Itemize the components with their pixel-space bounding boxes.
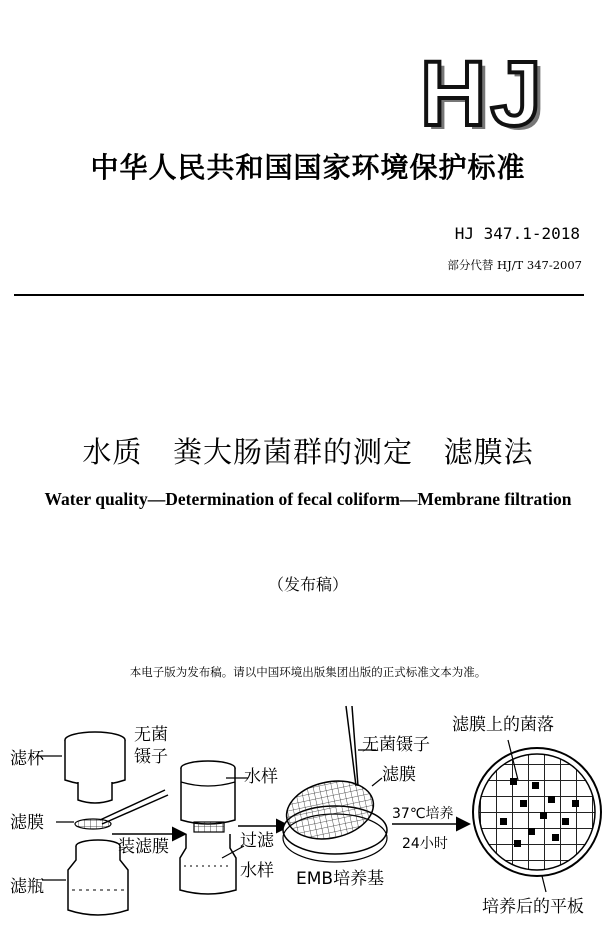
- label-duration: 24小时: [402, 836, 448, 852]
- hj-logo: HJ: [420, 43, 546, 145]
- label-filtered-line2: 水样: [240, 861, 274, 881]
- label-sterile-line2: 镊子: [134, 747, 168, 767]
- release-label: （发布稿）: [267, 575, 348, 594]
- membrane-filtration-diagram: [0, 700, 616, 936]
- culture-plate-drawing: [473, 748, 601, 876]
- replaces-note: 部分代替 HJ/T 347-2007: [447, 258, 582, 272]
- leader-line: [372, 778, 382, 786]
- filter-assembly-drawing: [180, 761, 236, 894]
- leader-line: [542, 876, 546, 892]
- label-filter-cup: 滤杯: [10, 749, 44, 769]
- petri-dish-drawing: [281, 773, 387, 862]
- standard-number: HJ 347.1-2018: [454, 224, 580, 243]
- membrane-disc-drawing: [75, 819, 111, 829]
- document-title-english: Water quality—Determination of fecal coliform—Membrane filtration: [44, 489, 572, 509]
- label-mount-membrane: 装滤膜: [118, 837, 169, 857]
- label-emb-medium: EMB培养基: [296, 869, 385, 889]
- organization-title: 中华人民共和国国家环境保护标准: [90, 151, 526, 184]
- label-plate-after: 培养后的平板: [482, 897, 584, 917]
- document-title-chinese: 水质 粪大肠菌群的测定 滤膜法: [82, 435, 534, 469]
- filter-cup-drawing: [65, 732, 125, 803]
- label-filter-membrane: 滤膜: [10, 813, 44, 833]
- label-sterile-line1: 无菌: [134, 725, 168, 745]
- label-water-sample: 水样: [244, 767, 278, 787]
- label-sterile-tweezers: 无菌镊子: [362, 735, 430, 755]
- tweezers-right-drawing: [346, 706, 358, 786]
- header-divider: [14, 294, 584, 296]
- label-membrane: 滤膜: [382, 765, 416, 785]
- label-filter-flask: 滤瓶: [10, 877, 44, 897]
- label-temperature: 37℃培养: [392, 806, 454, 822]
- notice-text: 本电子版为发布稿。请以中国环境出版集团出版的正式标准文本为准。: [129, 665, 487, 679]
- label-filtered-line1: 过滤: [240, 831, 274, 851]
- label-colonies: 滤膜上的菌落: [452, 715, 554, 735]
